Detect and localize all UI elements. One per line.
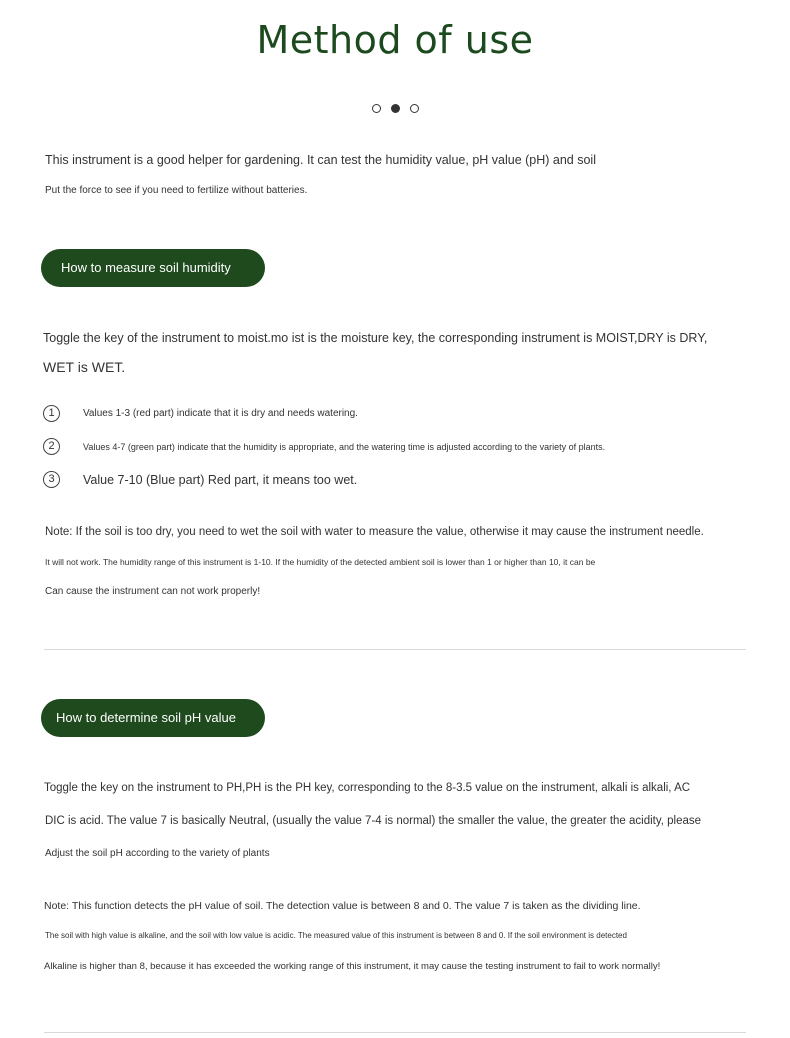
humidity-note-line-2: It will not work. The humidity range of this instrument is 1-10. If the humidity of the detected ambient soil is lower than 1 or higher than 10, it can be bbox=[45, 557, 596, 567]
list-marker-2: 2 bbox=[43, 438, 60, 455]
ph-desc-line-1: Toggle the key on the instrument to PH,PH is the PH key, corresponding to the 8-3.5 value on the instrument, alkali is alkali, AC bbox=[44, 782, 691, 794]
list-marker-3: 3 bbox=[43, 471, 60, 488]
ph-desc-line-3: Adjust the soil pH according to the variety of plants bbox=[45, 848, 270, 859]
carousel-dot-2[interactable] bbox=[391, 104, 400, 113]
humidity-section-heading: How to measure soil humidity bbox=[41, 249, 265, 287]
intro-text-line-1: This instrument is a good helper for gardening. It can test the humidity value, pH value (pH) and soil bbox=[45, 153, 596, 167]
ph-note-line-2: The soil with high value is alkaline, and the soil with low value is acidic. The measured value of this instrument is between 8 and 0. If the soil environment is detected bbox=[45, 931, 627, 940]
carousel-dot-3[interactable] bbox=[410, 104, 419, 113]
humidity-desc-line-2: WET is WET. bbox=[43, 359, 126, 375]
ph-note-line-3: Alkaline is higher than 8, because it has exceeded the working range of this instrument, it may cause the testing instrument to fail to work normally! bbox=[44, 961, 661, 972]
ph-note-line-1: Note: This function detects the pH value of soil. The detection value is between 8 and 0. The value 7 is taken as the dividing line. bbox=[44, 900, 641, 912]
humidity-note-line-3: Can cause the instrument can not work properly! bbox=[45, 586, 261, 597]
carousel-dot-1[interactable] bbox=[372, 104, 381, 113]
list-marker-1: 1 bbox=[43, 405, 60, 422]
ph-section-heading: How to determine soil pH value bbox=[41, 699, 265, 737]
carousel-dots bbox=[0, 100, 790, 118]
section-divider bbox=[44, 649, 746, 650]
page-title: Method of use bbox=[256, 18, 534, 62]
ph-desc-line-2: DIC is acid. The value 7 is basically Neutral, (usually the value 7-4 is normal) the smaller the value, the greater the acidity, please bbox=[45, 815, 702, 827]
humidity-note-line-1: Note: If the soil is too dry, you need to wet the soil with water to measure the value, otherwise it may cause the instrument needle. bbox=[45, 526, 704, 538]
section-divider-bottom bbox=[44, 1032, 746, 1033]
humidity-item-1: Values 1-3 (red part) indicate that it is dry and needs watering. bbox=[83, 408, 358, 419]
humidity-item-2: Values 4-7 (green part) indicate that the humidity is appropriate, and the watering time is adjusted according to the variety of plants. bbox=[83, 442, 606, 452]
humidity-desc-line-1: Toggle the key of the instrument to moist.mo ist is the moisture key, the corresponding instrument is MOIST,DRY is DRY, bbox=[43, 331, 708, 345]
humidity-item-3: Value 7-10 (Blue part) Red part, it means too wet. bbox=[83, 473, 358, 487]
intro-text-line-2: Put the force to see if you need to fertilize without batteries. bbox=[45, 185, 308, 196]
